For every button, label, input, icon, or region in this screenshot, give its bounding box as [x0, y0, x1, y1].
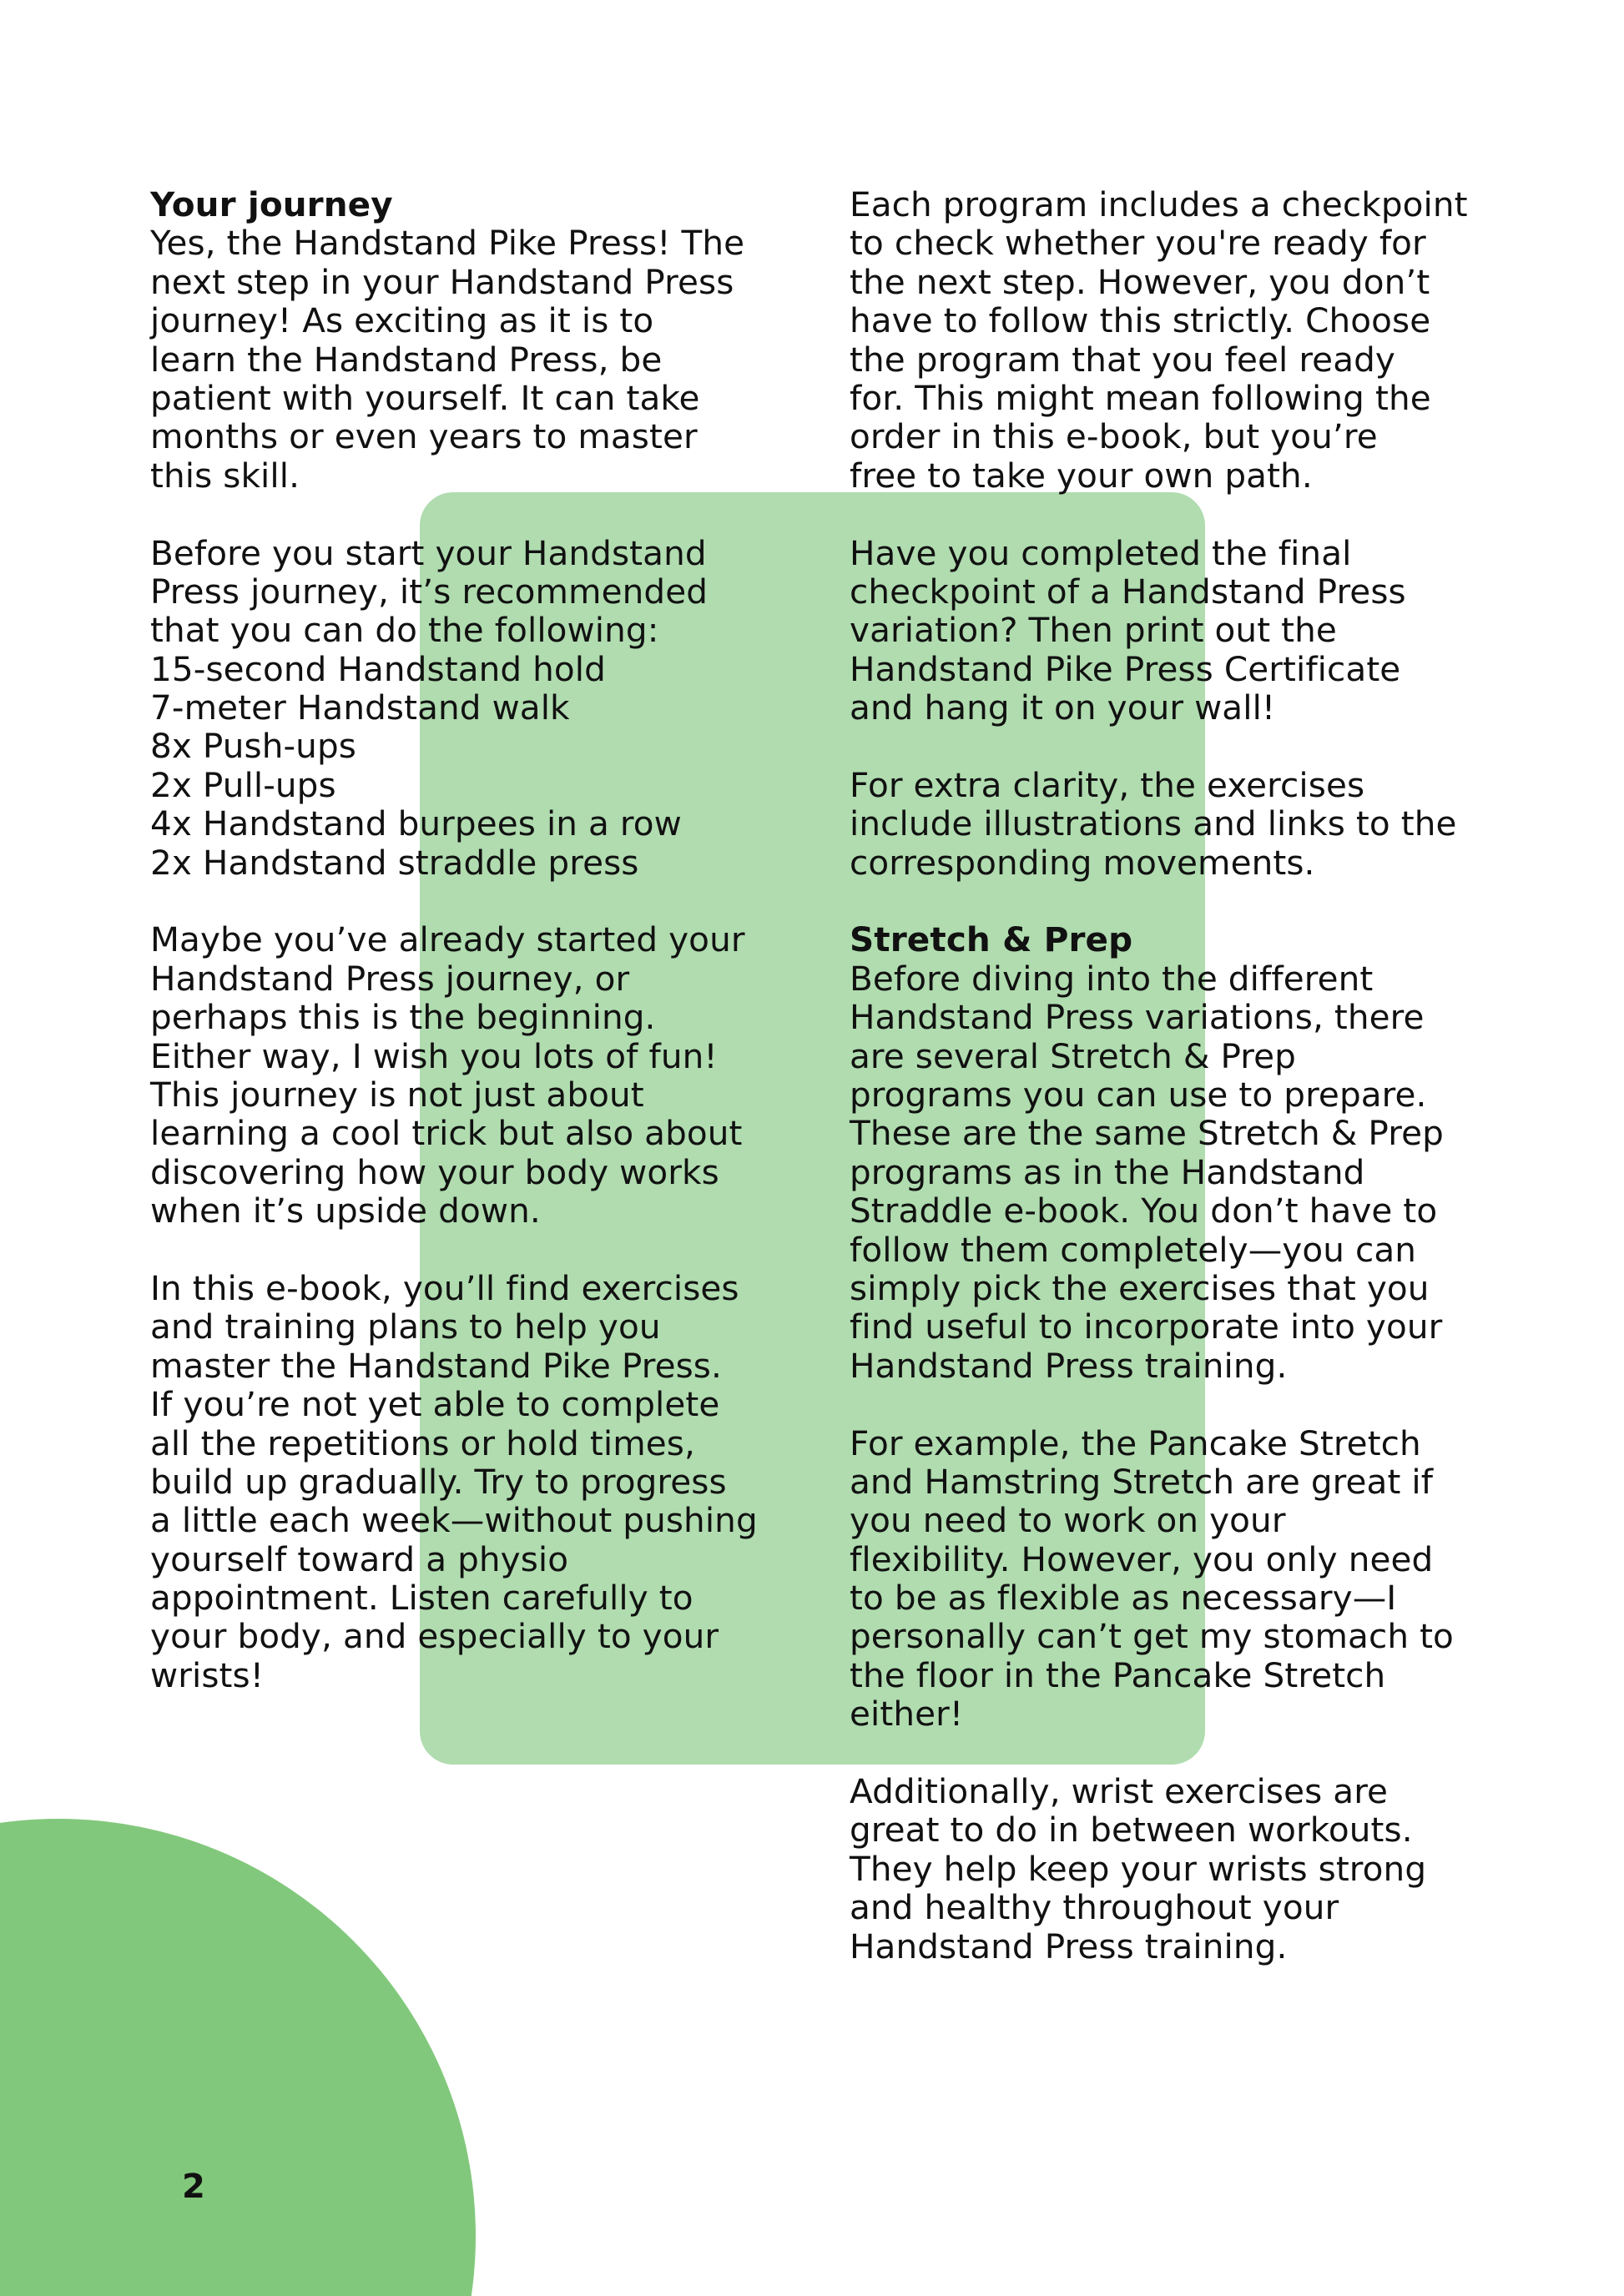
text-line: master the Handstand Pike Press. [150, 1345, 722, 1386]
text-line: Press journey, it’s recommended [150, 571, 709, 612]
text-line: patient with yourself. It can take [150, 377, 700, 418]
text-line: Additionally, wrist exercises are [850, 1771, 1389, 1812]
text-line: simply pick the exercises that you [850, 1267, 1430, 1308]
text-line: find useful to incorporate into your [850, 1307, 1443, 1347]
text-line: Straddle e-book. You don’t have to [850, 1191, 1438, 1231]
left-column [150, 185, 784, 1694]
text-line: 4x Handstand burpees in a row [150, 803, 682, 844]
text-line: Handstand Pike Press Certificate [850, 648, 1401, 689]
text-line: and training plans to help you [150, 1307, 661, 1347]
paragraph-gap [150, 882, 784, 920]
paragraph [850, 1772, 1567, 1966]
text-line: Yes, the Handstand Pike Press! The [150, 223, 745, 264]
paragraph [150, 920, 784, 1230]
text-line: months or even years to master [150, 416, 698, 457]
text-line: the floor in the Pancake Stretch [850, 1654, 1386, 1695]
text-line: Handstand Press journey, or [150, 958, 630, 999]
text-line: your body, and especially to your [150, 1616, 719, 1657]
text-line: 8x Push-ups [150, 726, 356, 767]
paragraph [150, 224, 784, 495]
paragraph-gap [850, 495, 1567, 533]
text-line: They help keep your wrists strong [850, 1848, 1427, 1889]
left-paragraphs [150, 224, 784, 1694]
text-line: Handstand Press variations, there [850, 997, 1425, 1038]
text-line: the program that you feel ready [850, 339, 1395, 380]
text-line: discovering how your body works [150, 1151, 719, 1192]
right-column [850, 185, 1567, 1966]
text-line: journey! As exciting as it is to [150, 300, 654, 341]
text-line: order in this e-book, but you’re [850, 416, 1378, 457]
paragraph-gap [850, 882, 1567, 920]
text-line: great to do in between workouts. [850, 1810, 1413, 1850]
text-line: perhaps this is the beginning. [150, 997, 656, 1038]
text-line: flexibility. However, you only need [850, 1538, 1434, 1579]
paragraph [850, 185, 1567, 495]
text-line: 15-second Handstand hold [150, 648, 606, 689]
text-line: Handstand Press training. [850, 1926, 1288, 1966]
paragraph-gap [850, 1385, 1567, 1423]
text-line: and hang it on your wall! [850, 687, 1276, 728]
text-line: appointment. Listen carefully to [150, 1578, 693, 1619]
paragraph [850, 959, 1567, 1385]
text-line: all the repetitions or hold times, [150, 1422, 695, 1463]
paragraph-gap [150, 1231, 784, 1269]
text-line: In this e-book, you’ll find exercises [150, 1267, 739, 1308]
text-line: Before you start your Handstand [150, 532, 707, 573]
paragraph-gap [150, 495, 784, 533]
text-line: This journey is not just about [150, 1074, 644, 1115]
paragraph [850, 766, 1567, 882]
paragraph [850, 534, 1567, 728]
right-paragraphs-bottom [850, 959, 1567, 1966]
text-line: personally can’t get my stomach to [850, 1616, 1454, 1657]
text-line: wrists! [150, 1654, 265, 1695]
paragraph [850, 1424, 1567, 1734]
text-line: programs you can use to prepare. [850, 1074, 1427, 1115]
section-heading-stretch-prep: Stretch & Prep [850, 919, 1133, 960]
text-line: next step in your Handstand Press [150, 261, 734, 302]
text-line: a little each week—without pushing [150, 1500, 758, 1541]
text-line: For example, the Pancake Stretch [850, 1422, 1421, 1463]
text-line: this skill. [150, 455, 300, 496]
text-line: learn the Handstand Press, be [150, 339, 663, 380]
text-line: Before diving into the different [850, 958, 1374, 999]
text-line: 2x Pull-ups [150, 764, 336, 805]
text-line: to be as flexible as necessary—I [850, 1578, 1397, 1619]
text-line: Each program includes a checkpoint [850, 184, 1468, 224]
text-line: 7-meter Handstand walk [150, 687, 570, 728]
text-line: If you’re not yet able to complete [150, 1384, 720, 1425]
text-line: follow them completely—you can [850, 1229, 1417, 1270]
paragraph-gap [850, 727, 1567, 765]
text-line: Handstand Press training. [850, 1345, 1288, 1386]
text-line: checkpoint of a Handstand Press [850, 571, 1406, 612]
green-circle-decoration [0, 1819, 476, 2296]
text-line: corresponding movements. [850, 842, 1315, 883]
text-line: are several Stretch & Prep [850, 1035, 1296, 1076]
text-line: learning a cool trick but also about [150, 1113, 743, 1154]
text-line: for. This might mean following the [850, 377, 1431, 418]
section-heading-your-journey: Your journey [150, 184, 393, 224]
text-line: yourself toward a physio [150, 1538, 569, 1579]
text-line: variation? Then print out the [850, 610, 1337, 651]
text-line: and Hamstring Stretch are great if [850, 1461, 1434, 1502]
text-line: when it’s upside down. [150, 1191, 541, 1231]
text-line: Have you completed the final [850, 532, 1352, 573]
text-line: For extra clarity, the exercises [850, 764, 1365, 805]
text-line: programs as in the Handstand [850, 1151, 1365, 1192]
text-line: Maybe you’ve already started your [150, 919, 745, 960]
page-number: 2 [182, 2168, 205, 2206]
text-line: free to take your own path. [850, 455, 1313, 496]
right-paragraphs-top [850, 185, 1567, 920]
text-line: build up gradually. Try to progress [150, 1461, 727, 1502]
text-line: the next step. However, you don’t [850, 261, 1430, 302]
paragraph [150, 534, 784, 883]
text-line: that you can do the following: [150, 610, 659, 651]
text-line: you need to work on your [850, 1500, 1286, 1541]
text-line: to check whether you're ready for [850, 223, 1426, 264]
text-line: include illustrations and links to the [850, 803, 1457, 844]
paragraph [150, 1269, 784, 1694]
text-line: Either way, I wish you lots of fun! [150, 1035, 718, 1076]
text-line: and healthy throughout your [850, 1887, 1339, 1928]
text-line: have to follow this strictly. Choose [850, 300, 1431, 341]
text-line: 2x Handstand straddle press [150, 842, 639, 883]
paragraph-gap [850, 1734, 1567, 1772]
text-line: These are the same Stretch & Prep [850, 1113, 1444, 1154]
text-line: either! [850, 1694, 964, 1735]
